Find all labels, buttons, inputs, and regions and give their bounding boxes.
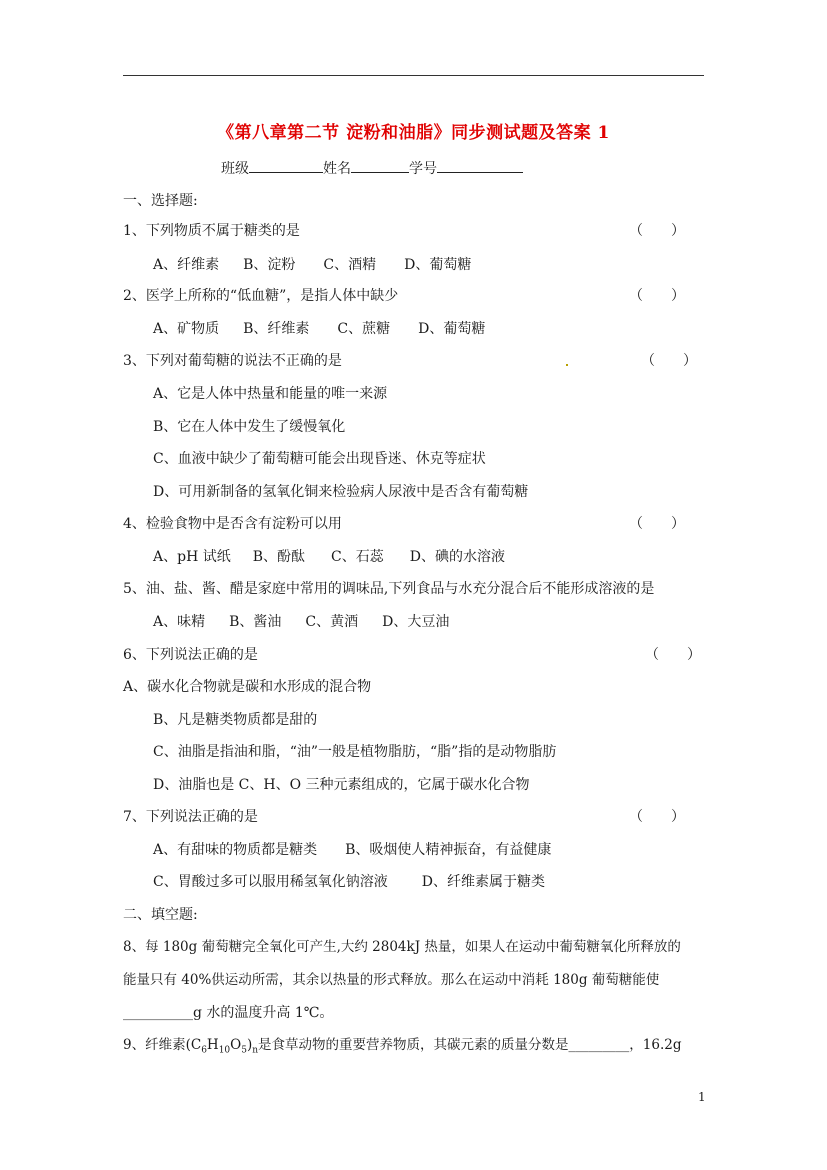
- q3-option-b: B、它在人体中发生了缓慢氧化: [153, 419, 346, 435]
- q6-stem: 6、下列说法正确的是: [123, 647, 258, 663]
- q2-options: [153, 320, 485, 338]
- q6-option-a: A、碳水化合物就是碳和水形成的混合物: [123, 679, 372, 695]
- name-label: 姓名: [323, 161, 351, 177]
- q7-option-b: B、吸烟使人精神振奋，有益健康: [345, 842, 552, 858]
- q9-sub-n: n: [252, 1045, 259, 1056]
- q9-o: O: [230, 1037, 242, 1053]
- q2-answer-paren[interactable]: （ ）: [629, 288, 685, 304]
- q9-close-paren: ): [246, 1037, 253, 1053]
- q7-stem: 7、下列说法正确的是: [123, 809, 258, 825]
- q7-option-c: C、胃酸过多可以服用稀氢氧化钠溶液: [153, 874, 388, 890]
- q8-answer-blank[interactable]: __________: [123, 1005, 193, 1021]
- q9-sub-o: 5: [241, 1045, 247, 1056]
- section1-heading: 一、选择题:: [123, 193, 198, 209]
- q4-option-a: A、pH 试纸: [153, 549, 231, 565]
- q5-stem: 5、油、盐、酱、醋是家庭中常用的调味品,下列食品与水充分混合后不能形成溶液的是: [123, 581, 655, 597]
- top-rule: [123, 75, 704, 76]
- section2-heading: 二、填空题:: [123, 907, 198, 923]
- q2-option-c: C、蔗糖: [337, 321, 391, 337]
- q5-options: [153, 613, 449, 631]
- q5-option-d: D、大豆油: [382, 614, 450, 630]
- q1-option-b: B、淀粉: [243, 257, 296, 273]
- q9-sub-h: 10: [218, 1045, 231, 1056]
- q9-h: H: [206, 1037, 219, 1053]
- q9-sub-c: 6: [201, 1045, 207, 1056]
- q7-options-row1: [153, 841, 551, 859]
- q1-options: [153, 256, 471, 274]
- q5-option-a: A、味精: [153, 614, 206, 630]
- class-label: 班级: [221, 161, 249, 177]
- q4-answer-paren[interactable]: （ ）: [629, 516, 685, 532]
- document-title: 《第八章第二节 淀粉和油脂》同步测试题及答案 1: [217, 123, 610, 143]
- q4-stem: 4、检验食物中是否含有淀粉可以用: [123, 516, 342, 532]
- q9-line1: [123, 1036, 682, 1060]
- q2-option-b: B、纤维素: [243, 321, 310, 337]
- id-blank[interactable]: [437, 158, 523, 173]
- q1-answer-paren[interactable]: （ ）: [629, 223, 685, 239]
- q8-line3: [123, 1004, 333, 1022]
- q7-option-a: A、有甜味的物质都是糖类: [153, 842, 318, 858]
- q9-tail: 是食草动物的重要营养物质，其碳元素的质量分数是_________，16.2g: [258, 1037, 682, 1053]
- q8-line2: 能量只有 40%供运动所需，其余以热量的形式释放。那么在运动中消耗 180g 葡萄糖能使: [123, 972, 660, 988]
- q1-option-c: C、酒精: [323, 257, 377, 273]
- q4-option-d: D、碘的水溶液: [409, 549, 505, 565]
- q1-stem: 1、下列物质不属于糖类的是: [123, 223, 300, 239]
- stray-dot: [566, 364, 568, 366]
- q3-option-d: D、可用新制备的氢氧化铜来检验病人尿液中是否含有葡萄糖: [153, 484, 529, 500]
- q5-option-c: C、黄酒: [305, 614, 359, 630]
- q1-option-d: D、葡萄糖: [404, 257, 472, 273]
- q1-option-a: A、纤维素: [153, 257, 220, 273]
- name-blank[interactable]: [351, 158, 409, 173]
- q6-option-d: D、油脂也是 C、H、O 三种元素组成的，它属于碳水化合物: [153, 777, 530, 793]
- q8-line3-tail: g 水的温度升高 1℃。: [193, 1005, 334, 1021]
- q5-option-b: B、酱油: [229, 614, 282, 630]
- q4-option-c: C、石蕊: [331, 549, 384, 565]
- class-blank[interactable]: [249, 158, 323, 173]
- q4-option-b: B、酚酞: [252, 549, 306, 565]
- q6-answer-paren[interactable]: （ ）: [645, 647, 701, 663]
- q2-stem: 2、医学上所称的“低血糖”，是指人体中缺少: [123, 288, 399, 304]
- q3-option-a: A、它是人体中热量和能量的唯一来源: [153, 386, 388, 402]
- q8-line1: 8、每 180g 葡萄糖完全氧化可产生,大约 2804kJ 热量，如果人在运动中葡萄糖氧化所释放的: [123, 939, 681, 955]
- q2-option-a: A、矿物质: [153, 321, 220, 337]
- page-number: 1: [698, 1090, 706, 1104]
- q9-prefix: 9、纤维素(C: [123, 1037, 202, 1053]
- q4-options: [153, 548, 505, 566]
- q7-option-d: D、纤维素属于糖类: [421, 874, 545, 890]
- q3-option-c: C、血液中缺少了葡萄糖可能会出现昏迷、休克等症状: [153, 451, 486, 467]
- q2-option-d: D、葡萄糖: [418, 321, 486, 337]
- q6-option-c: C、油脂是指油和脂，“油”一般是植物脂肪，“脂”指的是动物脂肪: [153, 744, 557, 760]
- id-label: 学号: [409, 161, 437, 177]
- q7-options-row2: [153, 873, 545, 891]
- q3-answer-paren[interactable]: （ ）: [641, 353, 697, 369]
- q6-option-b: B、凡是糖类物质都是甜的: [153, 712, 318, 728]
- student-info-line: [221, 158, 523, 178]
- q3-stem: 3、下列对葡萄糖的说法不正确的是: [123, 353, 342, 369]
- q7-answer-paren[interactable]: （ ）: [629, 809, 685, 825]
